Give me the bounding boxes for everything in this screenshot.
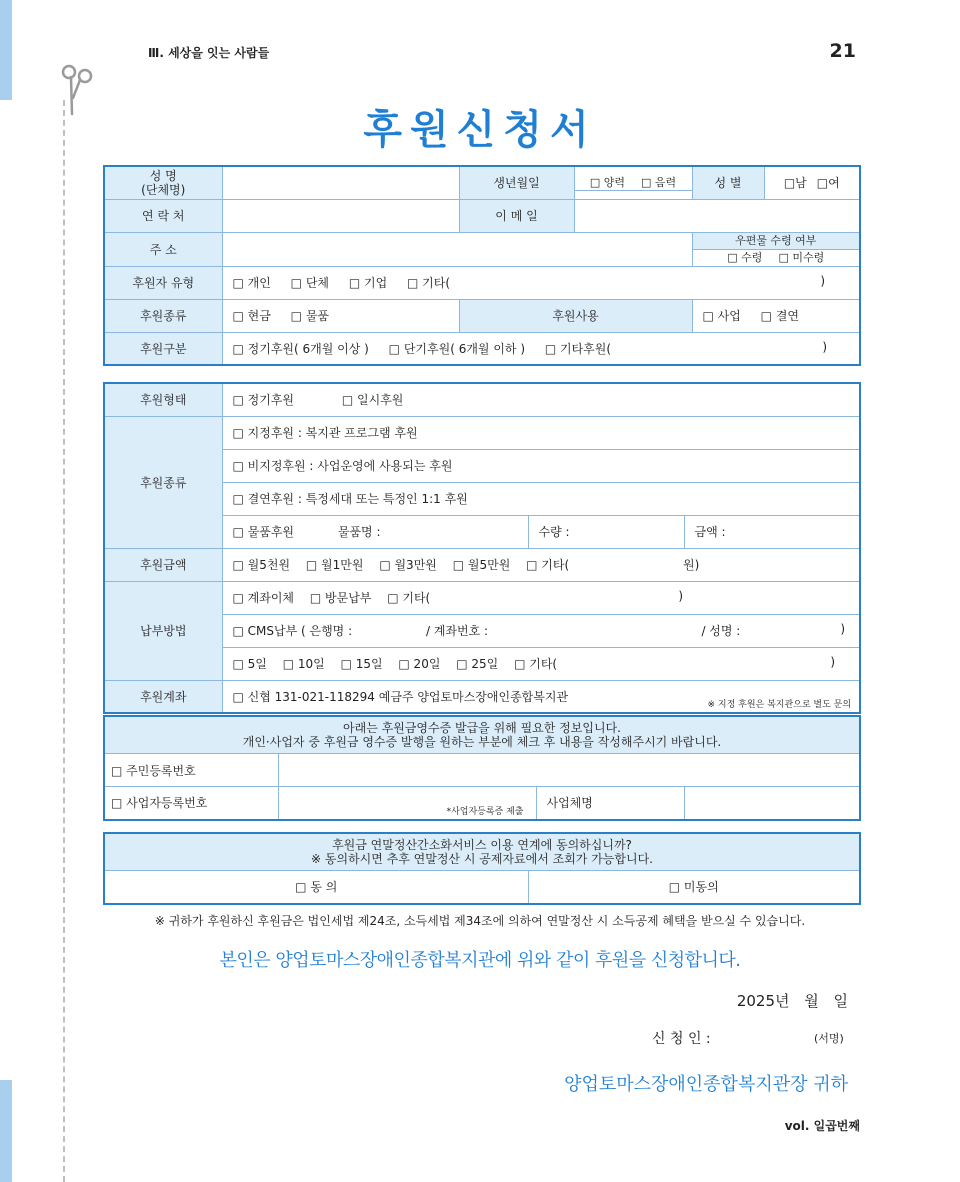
payment-method-label: 납부방법 [104,581,222,680]
recipient-line: 양업토마스장애인종합복지관장 귀하 [564,1074,848,1095]
amount-5k-checkbox[interactable]: □ 월5천원 [232,558,291,572]
email-field[interactable] [574,199,860,232]
male-checkbox[interactable]: □남 [783,176,807,191]
lunar-checkbox[interactable]: □ 음력 [641,175,677,189]
mail-no-checkbox[interactable]: □ 미수령 [778,250,825,264]
consent-table [103,832,861,905]
page-title: 후원신청서 [363,107,597,153]
address-label: 주 소 [104,232,222,266]
name-label: 성 명 (단체명) [104,166,222,199]
method-visit-checkbox[interactable]: □ 방문납부 [309,591,372,605]
applicant-info-table [103,165,861,366]
consent-header: 후원금 연말정산간소화서비스 이용 연계에 동의하십니까? ※ 동의하시면 추후 연말정산 시 공제자료에서 조회가 가능합니다. [104,833,860,871]
kind-goods-checkbox[interactable]: □ 물품 [290,309,330,323]
name-field[interactable] [222,166,459,199]
quantity-label: 수량 : [528,515,684,548]
period-close-paren: ) [822,339,827,354]
business-number-checkbox[interactable]: □ 사업자등록번호 [104,787,278,820]
period-short-checkbox[interactable]: □ 단기후원( 6개월 이하 ) [388,341,526,356]
donation-kind-label-2: 후원종류 [104,416,222,548]
day-close-paren: ) [830,655,836,669]
goods-name-label: 물품명 : [337,525,381,539]
donation-form-label: 후원형태 [104,383,222,416]
business-note: *사업자등록증 제출 [446,806,524,817]
amount-close-paren: 원) [682,558,700,572]
day-20-checkbox[interactable]: □ 20일 [398,657,441,671]
type-group-checkbox[interactable]: □ 단체 [290,276,330,290]
page-edge-tab-top [0,0,12,100]
resident-number-field[interactable] [278,754,860,787]
method-other-checkbox[interactable]: □ 기타( [387,591,431,605]
date-line: 2025년 월 일 [736,992,848,1010]
email-label: 이 메 일 [459,199,574,232]
type-individual-checkbox[interactable]: □ 개인 [232,276,271,290]
solar-checkbox[interactable]: □ 양력 [589,175,625,189]
page-number: 21 [829,40,856,62]
amount-other-checkbox[interactable]: □ 기타( [526,558,570,572]
amount-50k-checkbox[interactable]: □ 월5만원 [452,558,511,572]
resident-number-checkbox[interactable]: □ 주민등록번호 [104,754,278,787]
method-close-paren: ) [678,589,684,603]
female-checkbox[interactable]: □여 [816,176,840,191]
mail-yes-checkbox[interactable]: □ 수령 [727,250,763,264]
address-field[interactable] [222,232,692,266]
form-regular-checkbox[interactable]: □ 정기후원 [232,393,295,408]
use-link-checkbox[interactable]: □ 결연 [760,309,800,323]
donation-use-label: 후원사용 [459,299,692,332]
signature-label[interactable]: (서명) [814,1032,844,1045]
type-other-checkbox[interactable]: □ 기타( [407,276,451,290]
birth-label: 생년월일 [459,166,574,199]
period-regular-checkbox[interactable]: □ 정기후원( 6개월 이상 ) [232,341,369,356]
pledge-statement: 본인은 양업토마스장애인종합복지관에 위와 같이 후원을 신청합니다. [219,950,741,971]
gender-label: 성 별 [692,166,764,199]
mail-receive-label: 우편물 수령 여부 [693,233,860,250]
donation-account-label: 후원계좌 [104,680,222,713]
cut-line [63,100,65,1182]
applicant-signature-line [652,1028,844,1048]
cms-close-paren: ) [840,622,846,636]
method-transfer-checkbox[interactable]: □ 계좌이체 [232,591,295,605]
amount-30k-checkbox[interactable]: □ 월3만원 [379,558,437,572]
contact-label: 연 락 처 [104,199,222,232]
account-checkbox[interactable]: □ 신협 131-021-118294 예금주 양업토마스장애인종합복지관 [232,689,569,704]
form-once-checkbox[interactable]: □ 일시후원 [341,393,404,408]
amount-10k-checkbox[interactable]: □ 월1만원 [305,558,364,572]
receipt-header: 아래는 후원금영수증 발급을 위해 필요한 정보입니다. 개인·사업자 중 후원금 영수증 발행을 원하는 부분에 체크 후 내용을 작성해주시기 바랍니다. [104,716,860,754]
goods-checkbox[interactable]: □ 물품후원 [232,525,295,539]
company-name-field[interactable] [684,787,860,820]
day-10-checkbox[interactable]: □ 10일 [282,657,325,671]
day-25-checkbox[interactable]: □ 25일 [456,657,499,671]
period-other-checkbox[interactable]: □ 기타후원( [544,341,612,356]
donation-details-table [103,382,861,714]
account-note: ※ 지정 후원은 복지관으로 별도 문의 [707,700,852,710]
cms-name-label: / 성명 : [701,624,741,638]
type-close-paren: ) [820,274,825,288]
use-project-checkbox[interactable]: □ 사업 [702,309,741,323]
kind-cash-checkbox[interactable]: □ 현금 [232,309,271,323]
day-15-checkbox[interactable]: □ 15일 [340,657,383,671]
applicant-label: 신 청 인 : [652,1031,711,1047]
donation-amount-label: 후원금액 [104,548,222,581]
page-edge-tab-bottom [0,1080,12,1182]
tax-benefit-note: ※ 귀하가 후원하신 후원금은 법인세법 제24조, 소득세법 제34조에 의하여 연말정산 시 소득공제 혜택을 받으실 수 있습니다. [154,914,806,928]
receipt-info-table [103,715,861,821]
cms-account-label: / 계좌번호 : [425,624,489,638]
day-other-checkbox[interactable]: □ 기타( [514,657,558,671]
day-5-checkbox[interactable]: □ 5일 [232,657,267,671]
type-company-checkbox[interactable]: □ 기업 [348,276,388,290]
birth-field[interactable] [574,166,692,199]
donation-period-label: 후원구분 [104,332,222,365]
cms-checkbox[interactable]: □ CMS납부 ( 은행명 : [232,624,353,638]
amount-value-label: 금액 : [684,515,860,548]
consent-agree-checkbox[interactable]: □ 동 의 [104,871,528,904]
section-heading: Ⅲ. 세상을 잇는 사람들 [148,46,270,60]
consent-disagree-checkbox[interactable]: □ 미동의 [528,871,860,904]
contact-field[interactable] [222,199,459,232]
undesignated-checkbox[interactable]: □ 비지정후원 : 사업운영에 사용되는 후원 [222,449,860,482]
volume-label: vol. 일곱번째 [784,1119,860,1133]
company-name-label: 사업체명 [536,787,684,820]
donor-type-label: 후원자 유형 [104,266,222,299]
business-number-field[interactable] [278,787,536,820]
donation-kind-label: 후원종류 [104,299,222,332]
designated-checkbox[interactable]: □ 지정후원 : 복지관 프로그램 후원 [222,416,860,449]
sponsorship-checkbox[interactable]: □ 결연후원 : 특정세대 또는 특정인 1:1 후원 [222,482,860,515]
